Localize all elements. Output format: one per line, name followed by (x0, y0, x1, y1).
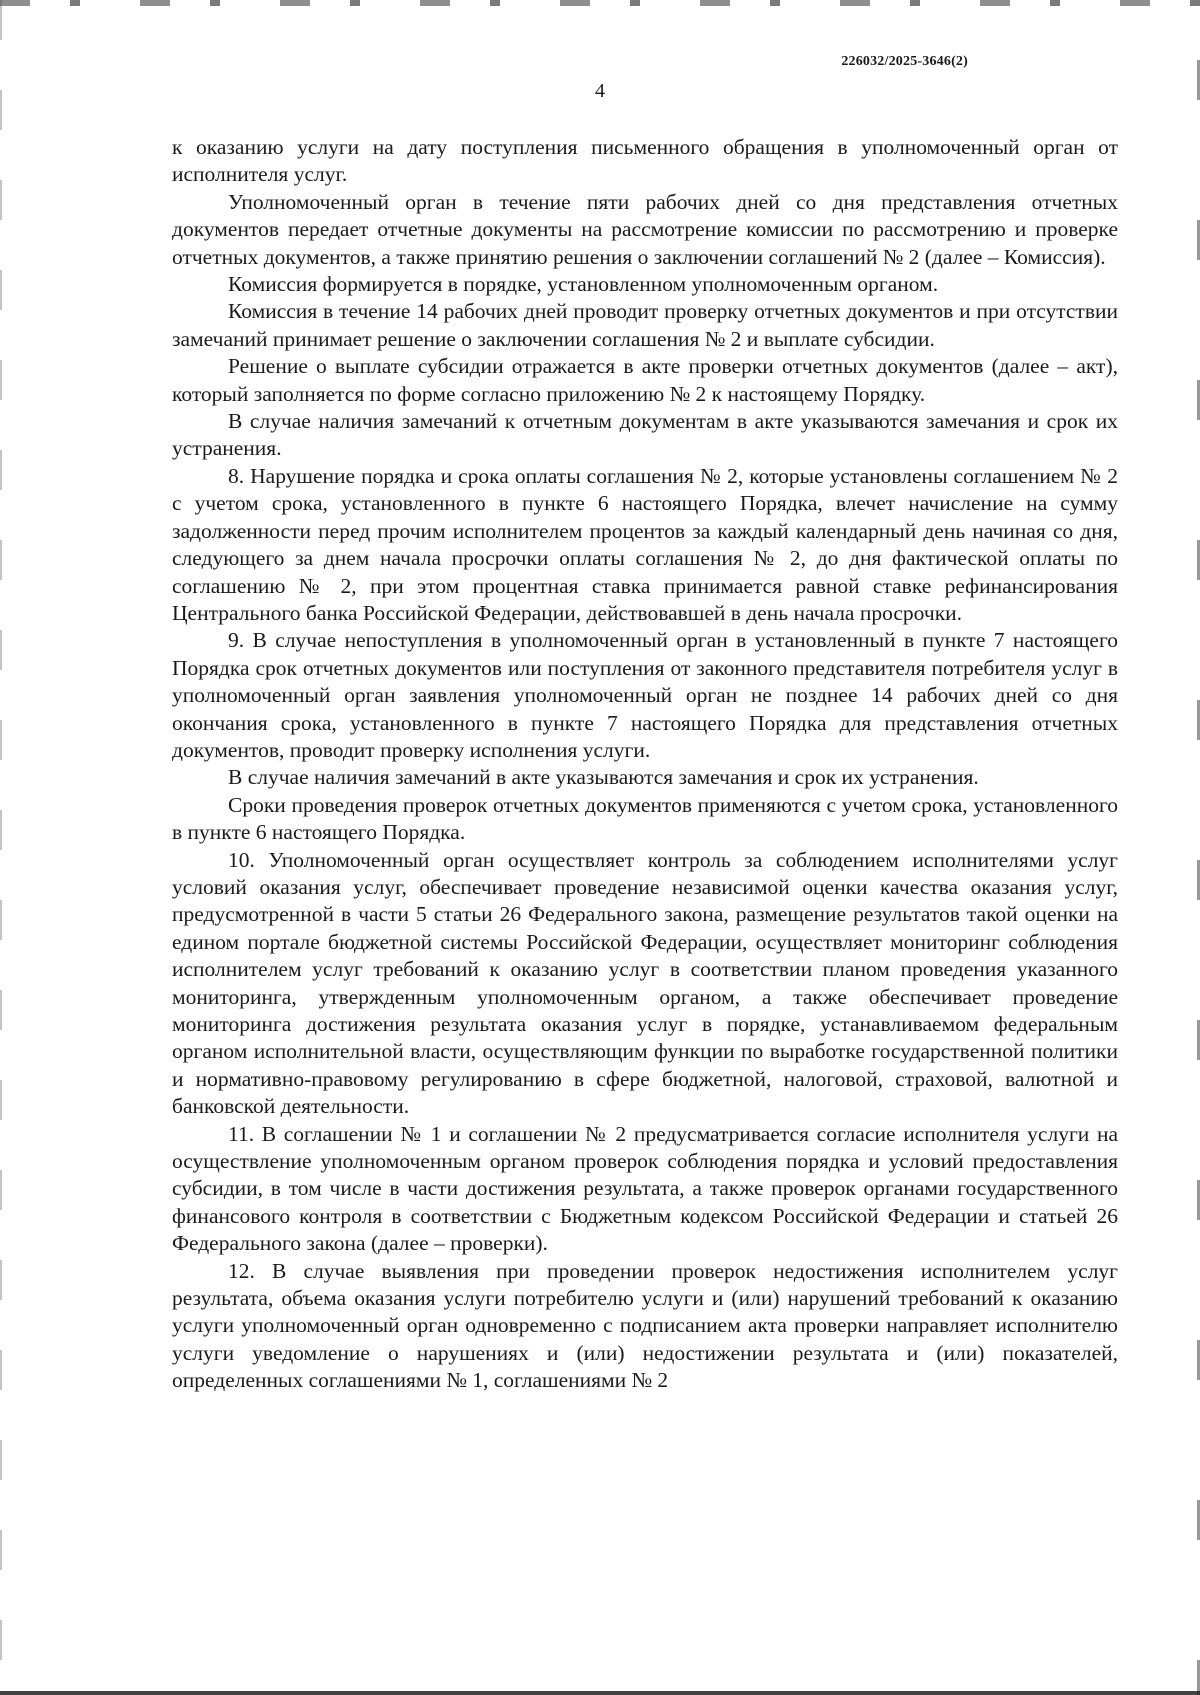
paragraph: Комиссия в течение 14 рабочих дней проводит проверку отчетных документов и при отсутствии замечаний принимает решение о заключении соглашения № 2 и выплате субсидии. (172, 299, 1118, 351)
paragraph-continuation: к оказанию услуги на дату поступления письменного обращения в уполномоченный орган от исполнителя услуг. (172, 135, 1118, 187)
paragraph-item-11: 11. В соглашении № 1 и соглашении № 2 предусматривается согласие исполнителя услуги на осуществление уполномоченным органом проверок соблюдения порядка и условий предоставления субсидии, в том числе в части достижения результата, а также проверок органами государственного финансового контроля в соответствии с Бюджетным кодексом Российской Федерации и статьей 26 Федерального закона (далее – проверки). (172, 1121, 1118, 1256)
page-number: 4 (595, 80, 605, 102)
scan-edge-bottom (0, 1691, 1200, 1695)
paragraph: Комиссия формируется в порядке, установленном уполномоченным органом. (228, 272, 939, 297)
paragraph-item-12: 12. В случае выявления при проведении проверок недостижения исполнителем услуг результата, объема оказания услуги потребителю услуги и (или) нарушений требований к оказанию услуги уполномоченный орган одновременно с подписанием акта проверки направляет исполнителю услуги уведомление о нарушениях и (или) недостижении результата и (или) показателей, определенных соглашениями № 1, соглашениями № 2 (172, 1258, 1118, 1393)
paragraph: В случае наличия замечаний к отчетным документам в акте указываются замечания и срок их устранения. (172, 409, 1118, 461)
paragraph-item-10: 10. Уполномоченный орган осуществляет контроль за соблюдением исполнителями услуг условий оказания услуг, обеспечивает проведение независимой оценки качества оказания услуг, предусмотренной в части 5 статьи 26 Федерального закона, размещение результатов такой оценки на едином портале бюджетной системы Российской Федерации, осуществляет мониторинг соблюдения исполнителем услуг требований к оказанию услуг в соответствии планом проведения указанного мониторинга, утвержденным уполномоченным органом, а также обеспечивает проведение мониторинга достижения результата оказания услуг в порядке, устанавливаемом федеральным органом исполнительной власти, осуществляющим функции по выработке государственной политики и нормативно-правовому регулированию в сфере бюджетной, налоговой, страховой, валютной и банковской деятельности. (172, 847, 1118, 1119)
paragraph-item-9: 9. В случае непоступления в уполномоченный орган в установленный в пункте 7 настоящего Порядка срок отчетных документов или поступления от законного представителя потребителя услуг в уполномоченный орган заявления уполномоченный орган не позднее 14 рабочих дней со дня окончания срока, установленного в пункте 7 настоящего Порядка для представления отчетных документов, проводит проверку исполнения услуги. (172, 628, 1118, 762)
document-body (172, 134, 1118, 1395)
paragraph-item-8: 8. Нарушение порядка и срока оплаты соглашения № 2, которые установлены соглашением № 2 с учетом срока, установленного в пункте 6 настоящего Порядка, влечет начисление на сумму задолженности перед прочим исполнителем процентов за каждый календарный день начиная со дня, следующего за днем начала просрочки оплаты соглашения № 2, до дня фактической оплаты по соглашению № 2, при этом процентная ставка принимается равной ставке рефинансирования Центрального банка Российской Федерации, действовавшей в день начала просрочки. (172, 463, 1118, 625)
scan-edge-left (0, 0, 2, 1695)
paragraph: Сроки проведения проверок отчетных документов применяются с учетом срока, установленного в пункте 6 настоящего Порядка. (172, 792, 1118, 845)
paragraph: В случае наличия замечаний в акте указываются замечания и срок их устранения. (228, 765, 979, 790)
scan-edge-top (0, 0, 1200, 6)
paragraph: Решение о выплате субсидии отражается в акте проверки отчетных документов (далее – акт), который заполняется по форме согласно приложению № 2 к настоящему Порядку. (172, 354, 1118, 406)
paragraph: Уполномоченный орган в течение пяти рабочих дней со дня представления отчетных документов передает отчетные документы на рассмотрение комиссии по рассмотрению и проверке отчетных документов, а также принятию решения о заключении соглашений № 2 (далее – Комиссия). (172, 189, 1118, 269)
document-registration-number: 226032/2025-3646(2) (841, 54, 968, 69)
